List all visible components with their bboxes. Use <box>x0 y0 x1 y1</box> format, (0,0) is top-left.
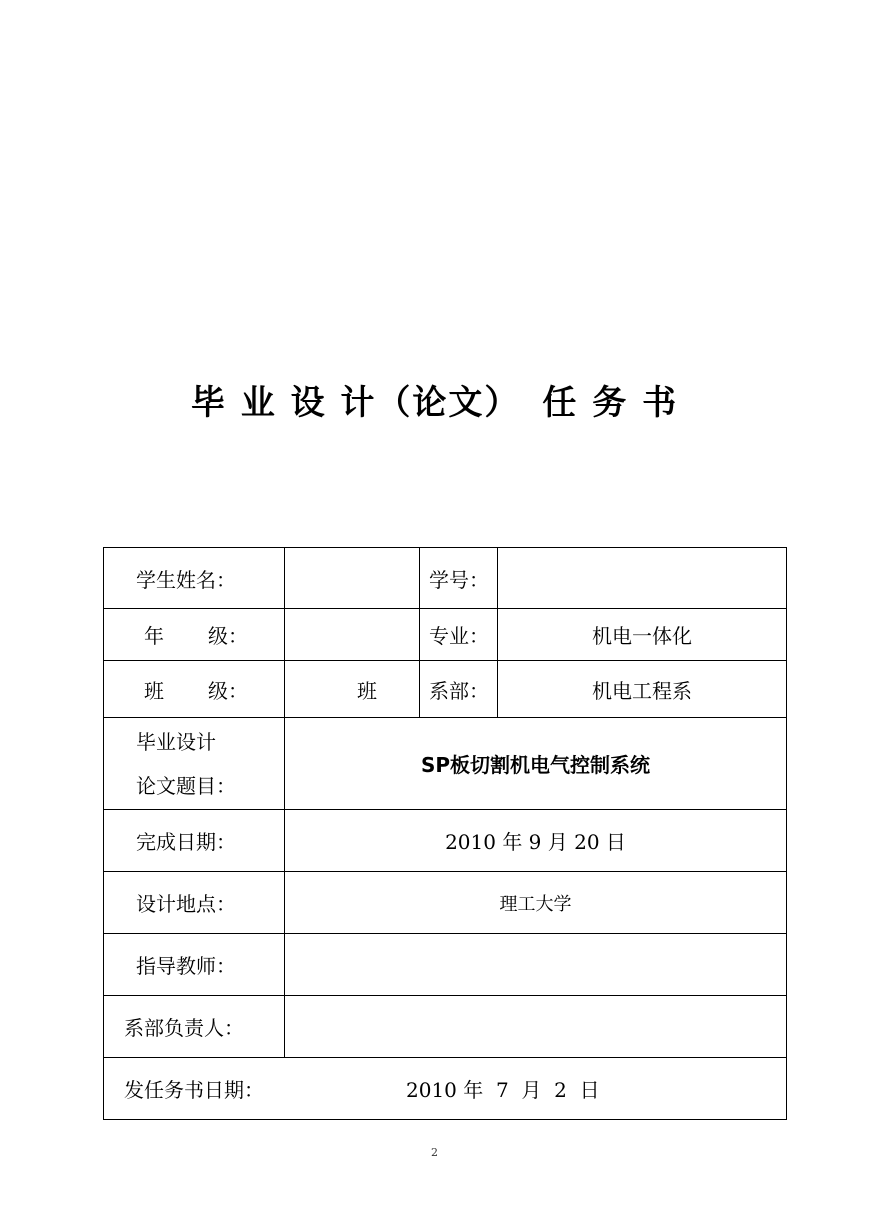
task-form-table <box>103 547 787 1120</box>
row-grade <box>104 609 787 661</box>
row-dept-head <box>104 996 787 1058</box>
student-id-field[interactable] <box>498 548 787 609</box>
dept-field[interactable]: 机电工程系 <box>498 661 787 718</box>
issue-date-field[interactable]: 2010 年 7 月 2 日 <box>406 1078 600 1102</box>
topic-label <box>104 718 285 810</box>
location-field[interactable]: 理工大学 <box>285 872 787 934</box>
row-class <box>104 661 787 718</box>
title-part-2: 任 务 书 <box>542 383 679 423</box>
document-title <box>0 378 869 428</box>
major-field[interactable]: 机电一体化 <box>498 609 787 661</box>
grade-label-b: 级： <box>208 624 248 648</box>
student-name-label: 学生姓名： <box>104 548 285 609</box>
row-topic <box>104 718 787 810</box>
class-field[interactable]: 班 <box>285 661 420 718</box>
class-label <box>104 661 285 718</box>
advisor-field[interactable] <box>285 934 787 996</box>
issue-date-label: 发任务书日期： <box>124 1078 264 1102</box>
issue-date-cell <box>104 1058 787 1120</box>
row-location <box>104 872 787 934</box>
topic-label-line-2: 论文题目： <box>136 773 236 798</box>
topic-label-line-1: 毕业设计 <box>136 729 216 754</box>
row-advisor <box>104 934 787 996</box>
grade-label <box>104 609 285 661</box>
location-label: 设计地点： <box>104 872 285 934</box>
topic-field[interactable]: SP板切割机电气控制系统 <box>285 718 787 810</box>
dept-head-field[interactable] <box>285 996 787 1058</box>
completion-label: 完成日期： <box>104 810 285 872</box>
row-issue-date <box>104 1058 787 1120</box>
student-id-label: 学号： <box>420 548 498 609</box>
grade-field[interactable] <box>285 609 420 661</box>
class-label-a: 班 <box>144 678 164 703</box>
dept-label: 系部： <box>420 661 498 718</box>
completion-field[interactable]: 2010 年 9 月 20 日 <box>285 810 787 872</box>
grade-label-a: 年 <box>144 624 164 648</box>
student-name-field[interactable] <box>285 548 420 609</box>
major-label: 专业： <box>420 609 498 661</box>
row-completion <box>104 810 787 872</box>
dept-head-label: 系部负责人： <box>104 996 285 1058</box>
title-part-1: 毕 业 设 计（论文） <box>190 383 521 423</box>
class-label-b: 级： <box>208 678 248 703</box>
page-number: 2 <box>431 1146 438 1159</box>
row-student <box>104 548 787 609</box>
advisor-label: 指导教师： <box>104 934 285 996</box>
